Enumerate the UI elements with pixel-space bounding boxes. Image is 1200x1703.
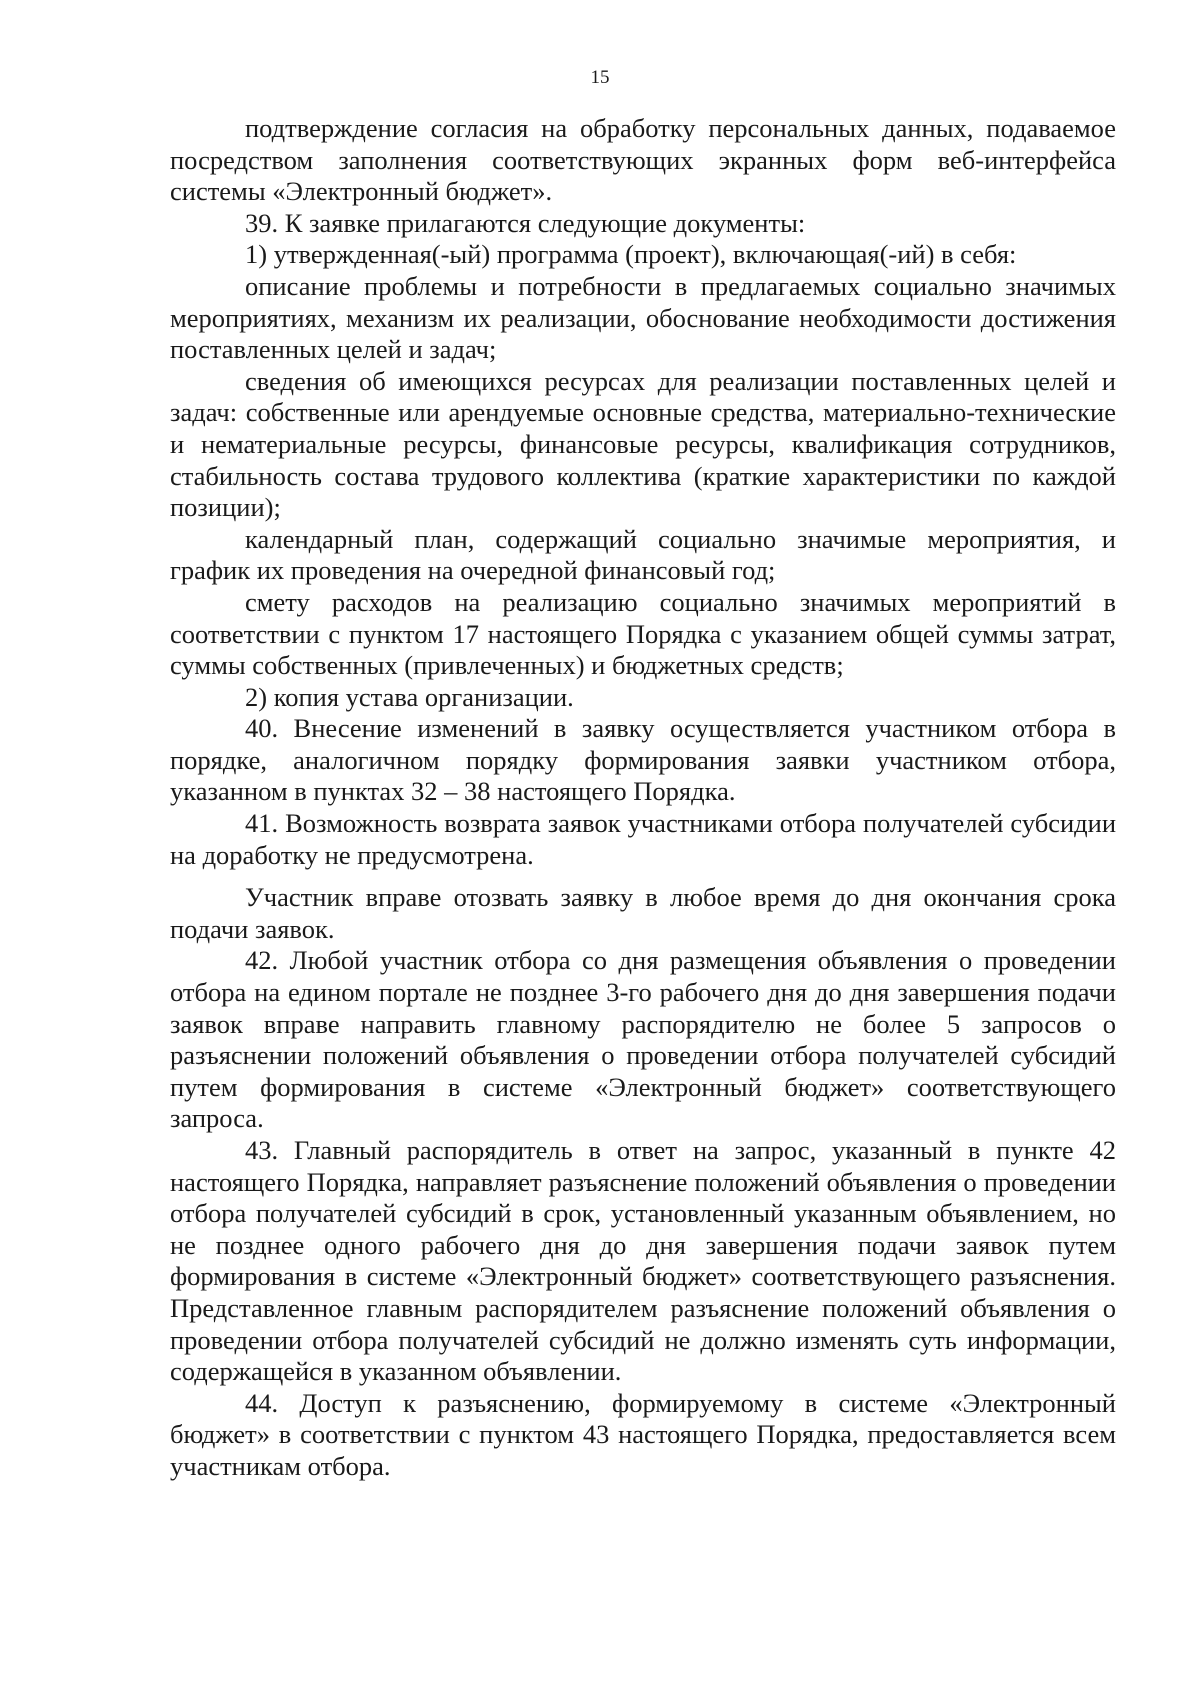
page-number: 15 <box>590 67 610 88</box>
paragraph-consent: подтверждение согласия на обработку персональных данных, подаваемое посредством заполнения соответствующих экранных форм веб-интерфейса системы «Электронный бюджет». <box>170 113 1116 207</box>
document-body <box>170 113 1116 1483</box>
paragraph-40: 40. Внесение изменений в заявку осуществляется участником отбора в порядке, аналогичном порядку формирования заявки участником отбора, указанном в пунктах 32 – 38 настоящего Порядка. <box>170 713 1116 807</box>
paragraph-44: 44. Доступ к разъяснению, формируемому в системе «Электронный бюджет» в соответствии с пунктом 43 настоящего Порядка, предоставляется всем участникам отбора. <box>170 1387 1116 1481</box>
paragraph-calendar-plan: календарный план, содержащий социально значимые мероприятия, и график их проведения на очередной финансовый год; <box>170 523 1116 586</box>
paragraph-41: 41. Возможность возврата заявок участниками отбора получателей субсидии на доработку не предусмотрена. <box>170 808 1116 870</box>
paragraph-withdraw: Участник вправе отозвать заявку в любое время до дня окончания срока подачи заявок. <box>170 882 1116 944</box>
paragraph-cost-estimate: смету расходов на реализацию социально значимых мероприятий в соответствии с пунктом 17 настоящего Порядка с указанием общей суммы затрат, суммы собственных (привлеченных) и бюджетных средств; <box>170 586 1116 681</box>
paragraph-39-item-1: 1) утвержденная(-ый) программа (проект), включающая(-ий) в себя: <box>245 239 1017 270</box>
paragraph-39-item-2: 2) копия устава организации. <box>245 681 574 712</box>
paragraph-43: 43. Главный распорядитель в ответ на запрос, указанный в пункте 42 настоящего Порядка, направляет разъяснение положений объявления о проведении отбора получателей субсидий в срок, установленный указанным объявлением, но не позднее одного рабочего дня до дня завершения подачи заявок путем формирования в системе «Электронный бюджет» соответствующего разъяснения. Представленное главным распорядителем разъяснение положений объявления о проведении отбора получателей субсидий не должно изменять суть информации, содержащейся в указанном объявлении. <box>170 1135 1116 1387</box>
paragraph-problem-description: описание проблемы и потребности в предлагаемых социально значимых мероприятиях, механизм их реализации, обоснование необходимости достижения поставленных целей и задач; <box>170 270 1116 365</box>
paragraph-resources: сведения об имеющихся ресурсах для реализации поставленных целей и задач: собственные или арендуемые основные средства, материально-технические и нематериальные ресурсы, финансовые ресурсы, квалификация сотрудников, стабильность состава трудового коллектива (краткие характеристики по каждой позиции); <box>170 365 1116 523</box>
paragraph-39: 39. К заявке прилагаются следующие документы: <box>245 207 806 238</box>
paragraph-42: 42. Любой участник отбора со дня размещения объявления о проведении отбора на едином портале не позднее 3-го рабочего дня до дня завершения подачи заявок вправе направить главному распорядителю не более 5 запросов о разъяснении положений объявления о проведении отбора получателей субсидий путем формирования в системе «Электронный бюджет» соответствующего запроса. <box>170 945 1116 1134</box>
